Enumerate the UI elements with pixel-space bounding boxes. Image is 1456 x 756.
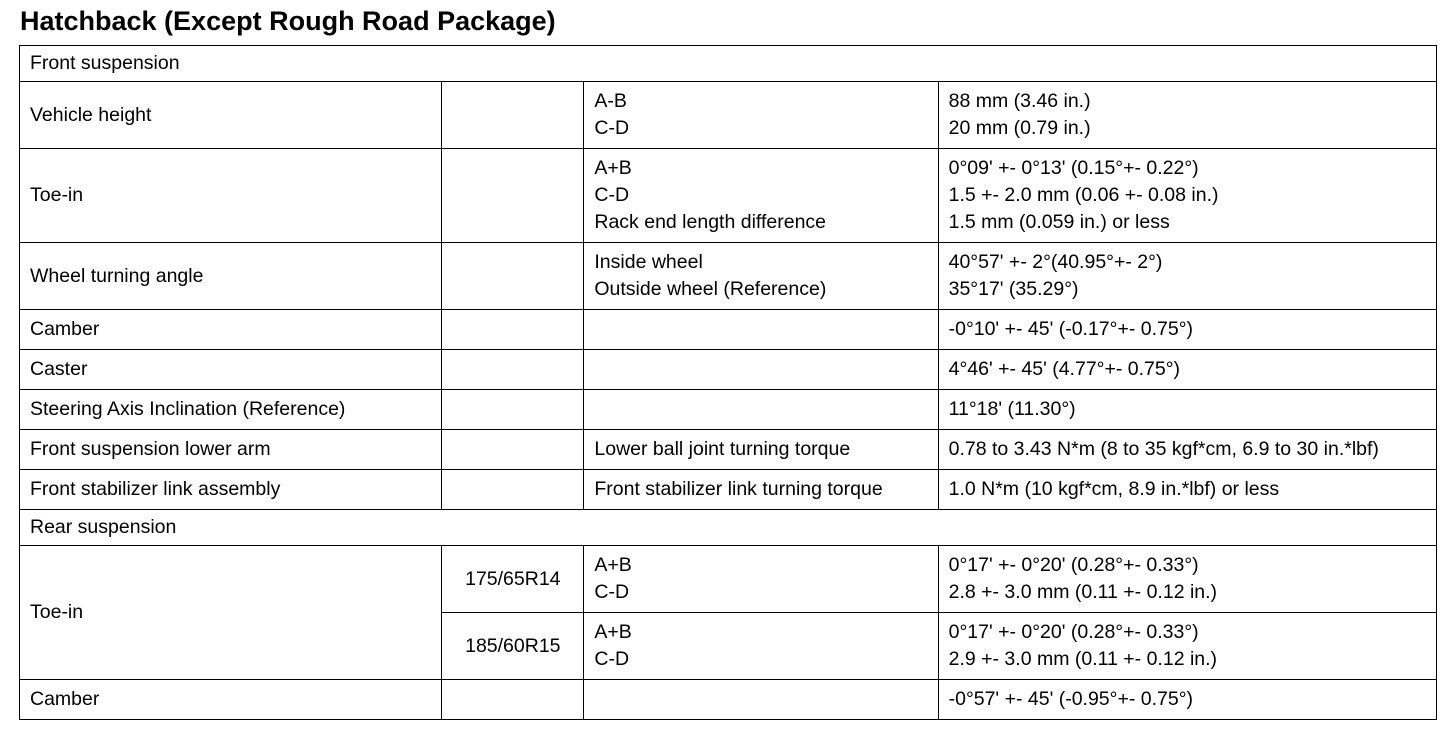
measurement-point-line: Rack end length difference [594,211,827,233]
measurement-point [584,680,938,720]
section-title [20,510,1437,546]
measurement-point [584,470,938,510]
measurement-point-line: Inside wheel [594,251,703,273]
alignment-spec-table [19,45,1437,720]
tire-size [442,430,584,470]
item-label-line: Caster [30,358,88,380]
spec-value-line: 1.0 N*m (10 kgf*cm, 8.9 in.*lbf) or less [948,478,1280,500]
table-row [20,470,1437,510]
measurement-point-line: A+B [594,554,632,576]
spec-value [938,310,1436,350]
spec-value-line: -0°57' +- 45' (-0.95°+- 0.75°) [948,688,1193,710]
item-label [20,82,442,149]
section-header-row [20,46,1437,82]
tire-size [442,546,584,613]
spec-value-line: 0°17' +- 0°20' (0.28°+- 0.33°) [948,554,1199,576]
tire-size [442,149,584,243]
spec-value [938,470,1436,510]
tire-size-line: 185/60R15 [465,634,561,657]
spec-value-line: 4°46' +- 45' (4.77°+- 0.75°) [948,358,1181,380]
measurement-point-line: A+B [594,621,632,643]
spec-value-line: 0°17' +- 0°20' (0.28°+- 0.33°) [948,621,1199,643]
item-label [20,470,442,510]
measurement-point [584,546,938,613]
tire-size [442,310,584,350]
spec-value-line: 0°09' +- 0°13' (0.15°+- 0.22°) [948,157,1199,179]
spec-value-line: 1.5 +- 2.0 mm (0.06 +- 0.08 in.) [948,184,1219,206]
measurement-point-line: Front stabilizer link turning torque [594,478,883,500]
tire-size-line: 175/65R14 [465,567,561,590]
item-label-line: Camber [30,688,100,710]
item-label [20,243,442,310]
item-label-line: Front stabilizer link assembly [30,478,281,500]
table-row [20,310,1437,350]
tire-size [442,470,584,510]
table-row [20,430,1437,470]
item-label [20,390,442,430]
tire-size [442,613,584,680]
spec-value [938,149,1436,243]
spec-value-line: 20 mm (0.79 in.) [948,117,1091,139]
item-label [20,350,442,390]
item-label [20,149,442,243]
tire-size [442,680,584,720]
spec-value-line: 2.8 +- 3.0 mm (0.11 +- 0.12 in.) [948,581,1218,603]
spec-value [938,82,1436,149]
measurement-point-line: C-D [594,648,630,670]
spec-value [938,613,1436,680]
spec-value [938,546,1436,613]
page-title: Hatchback (Except Rough Road Package) [20,6,556,36]
section-title [20,46,1437,82]
section-title-line: Front suspension [30,52,180,74]
tire-size [442,390,584,430]
section-title-line: Rear suspension [30,516,177,538]
item-label-line: Camber [30,318,100,340]
measurement-point-line: A-B [594,90,627,112]
item-label-line: Toe-in [30,601,84,623]
measurement-point [584,390,938,430]
item-label [20,430,442,470]
tire-size [442,350,584,390]
measurement-point [584,613,938,680]
table-row [20,350,1437,390]
table-row [20,680,1437,720]
spec-value-line: 40°57' +- 2°(40.95°+- 2°) [948,251,1163,273]
spec-value-line: 35°17' (35.29°) [948,278,1079,300]
tire-size [442,82,584,149]
measurement-point-line: A+B [594,157,632,179]
spec-value [938,430,1436,470]
measurement-point [584,82,938,149]
spec-value [938,243,1436,310]
spec-value-line: 0.78 to 3.43 N*m (8 to 35 kgf*cm, 6.9 to 30 in.*lbf) [948,438,1379,460]
item-label [20,546,442,680]
table-row [20,390,1437,430]
measurement-point [584,310,938,350]
spec-value [938,680,1436,720]
spec-value-line: 11°18' (11.30°) [948,398,1076,420]
measurement-point [584,430,938,470]
table-row [20,149,1437,243]
section-header-row [20,510,1437,546]
table-row [20,82,1437,149]
tire-size [442,243,584,310]
spec-value [938,390,1436,430]
spec-value-line: -0°10' +- 45' (-0.17°+- 0.75°) [948,318,1193,340]
measurement-point-line: Lower ball joint turning torque [594,438,851,460]
measurement-point-line: C-D [594,117,630,139]
table-row [20,546,1437,613]
item-label [20,310,442,350]
measurement-point [584,149,938,243]
table-row [20,243,1437,310]
item-label-line: Toe-in [30,184,84,206]
measurement-point-line: Outside wheel (Reference) [594,278,827,300]
item-label-line: Steering Axis Inclination (Reference) [30,398,346,420]
spec-value-line: 88 mm (3.46 in.) [948,90,1091,112]
item-label-line: Wheel turning angle [30,264,204,287]
spec-value-line: 1.5 mm (0.059 in.) or less [948,211,1170,233]
spec-value [938,350,1436,390]
measurement-point-line: C-D [594,581,630,603]
item-label-line: Vehicle height [30,103,152,126]
spec-value-line: 2.9 +- 3.0 mm (0.11 +- 0.12 in.) [948,648,1218,670]
item-label-line: Front suspension lower arm [30,438,271,460]
measurement-point-line: C-D [594,184,630,206]
measurement-point [584,243,938,310]
item-label [20,680,442,720]
measurement-point [584,350,938,390]
